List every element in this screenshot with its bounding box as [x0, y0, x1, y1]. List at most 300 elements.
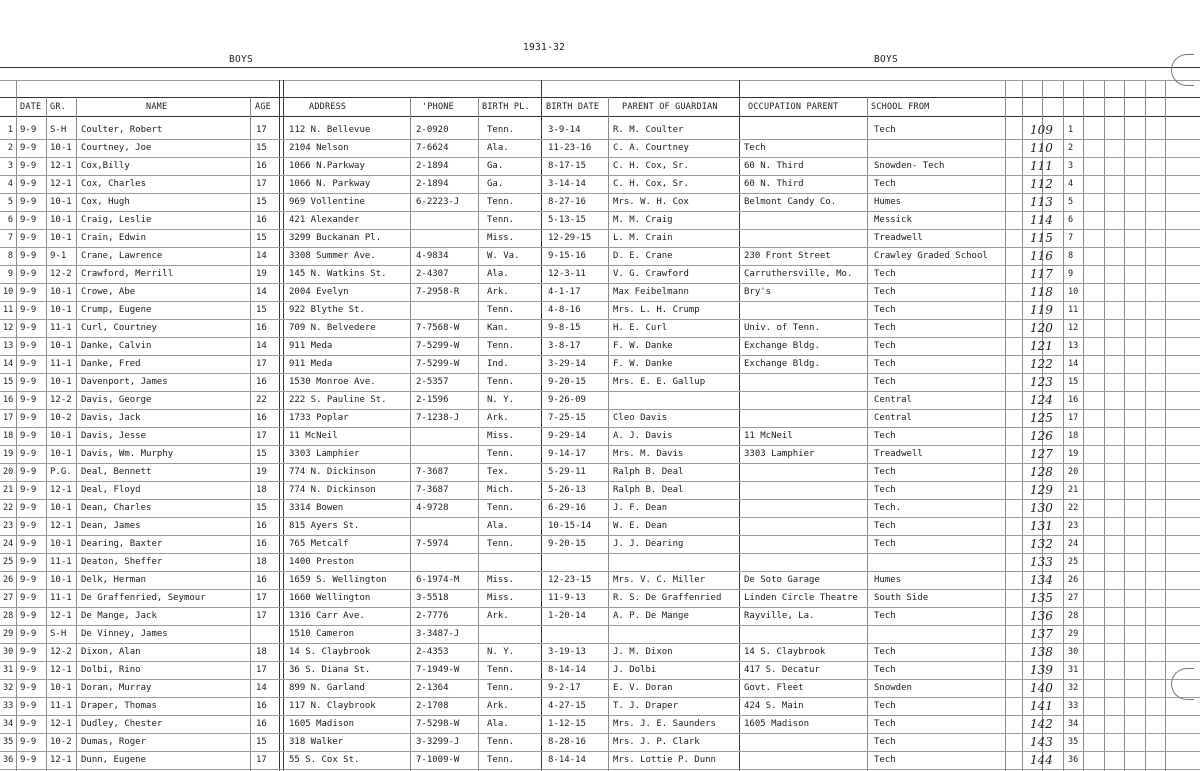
row-phone: 7-1238-J: [416, 413, 460, 423]
row-right-number: 35: [1068, 737, 1079, 747]
row-age: 15: [256, 737, 267, 747]
row-page-number: 139: [1030, 663, 1053, 677]
table-row: [0, 716, 1200, 734]
row-date: 9-9: [20, 431, 37, 441]
row-grade: P.G.: [50, 467, 72, 477]
row-address: 774 N. Dickinson: [289, 467, 376, 477]
row-right-number: 9: [1068, 269, 1074, 279]
row-name: Courtney, Joe: [81, 143, 152, 153]
row-address: 1605 Madison: [289, 719, 355, 729]
row-number: 10: [3, 287, 14, 297]
row-page-number: 109: [1030, 123, 1053, 137]
row-phone: 7-3687: [416, 485, 449, 495]
row-address: 11 McNeil: [289, 431, 338, 441]
row-name: Crane, Lawrence: [81, 251, 163, 261]
row-school-from: Tech: [874, 359, 896, 369]
row-right-number: 3: [1068, 161, 1074, 171]
row-parent: W. E. Dean: [613, 521, 668, 531]
row-date: 9-9: [20, 593, 37, 603]
table-row: [0, 374, 1200, 392]
row-page-number: 119: [1030, 303, 1053, 317]
row-grade: 10-1: [50, 287, 72, 297]
row-number: 29: [3, 629, 14, 639]
row-birth-place: Ark.: [487, 413, 509, 423]
row-birth-date: 11-23-16: [548, 143, 592, 153]
row-age: 16: [256, 719, 267, 729]
row-grade: 10-1: [50, 431, 72, 441]
row-age: 17: [256, 593, 267, 603]
table-row: [0, 662, 1200, 680]
row-grade: 10-2: [50, 737, 72, 747]
row-address: 1066 N.Parkway: [289, 161, 365, 171]
row-page-number: 118: [1030, 285, 1053, 299]
row-school-from: Tech.: [874, 503, 902, 513]
row-birth-date: 9-14-17: [548, 449, 586, 459]
row-age: 14: [256, 683, 267, 693]
row-age: 16: [256, 323, 267, 333]
row-right-number: 19: [1068, 449, 1079, 459]
row-phone: 2-4353: [416, 647, 449, 657]
row-phone: 7-5974: [416, 539, 449, 549]
table-row: [0, 140, 1200, 158]
row-occupation: Exchange Bldg.: [744, 359, 820, 369]
row-birth-place: Ala.: [487, 143, 509, 153]
row-number: 25: [3, 557, 14, 567]
row-number: 23: [3, 521, 14, 531]
row-parent: F. W. Danke: [613, 359, 673, 369]
table-row: [0, 428, 1200, 446]
row-school-from: Tech: [874, 485, 896, 495]
row-school-from: Tech: [874, 647, 896, 657]
row-address: 2104 Nelson: [289, 143, 349, 153]
row-grade: 10-1: [50, 215, 72, 225]
row-age: 17: [256, 179, 267, 189]
row-name: Davis, George: [81, 395, 152, 405]
row-right-number: 25: [1068, 557, 1079, 567]
row-age: 17: [256, 611, 267, 621]
row-grade: 12-2: [50, 269, 72, 279]
row-parent: C. A. Courtney: [613, 143, 689, 153]
row-birth-date: 9-2-17: [548, 683, 581, 693]
row-number: 4: [7, 179, 13, 189]
row-page-number: 115: [1030, 231, 1053, 245]
row-school-from: Tech: [874, 611, 896, 621]
row-date: 9-9: [20, 323, 37, 333]
row-right-number: 20: [1068, 467, 1079, 477]
row-name: De Mange, Jack: [81, 611, 157, 621]
row-birth-place: Tex.: [487, 467, 509, 477]
row-school-from: Tech: [874, 179, 896, 189]
row-date: 9-9: [20, 161, 37, 171]
row-name: Dixon, Alan: [81, 647, 141, 657]
row-parent: H. E. Curl: [613, 323, 668, 333]
row-number: 13: [3, 341, 14, 351]
row-address: 1733 Poplar: [289, 413, 349, 423]
row-number: 24: [3, 539, 14, 549]
row-page-number: 138: [1030, 645, 1053, 659]
row-name: Deaton, Sheffer: [81, 557, 163, 567]
row-page-number: 111: [1030, 159, 1053, 173]
col-header-birth-place: BIRTH PL.: [482, 102, 530, 112]
row-page-number: 133: [1030, 555, 1053, 569]
row-address: 922 Blythe St.: [289, 305, 365, 315]
row-name: Curl, Courtney: [81, 323, 157, 333]
table-row: [0, 590, 1200, 608]
row-right-number: 34: [1068, 719, 1079, 729]
row-age: 15: [256, 449, 267, 459]
row-occupation: Carruthersville, Mo.: [744, 269, 853, 279]
row-birth-place: Miss.: [487, 431, 515, 441]
row-name: Cox, Charles: [81, 179, 147, 189]
row-age: 16: [256, 521, 267, 531]
row-birth-place: Ga.: [487, 179, 504, 189]
table-row: [0, 356, 1200, 374]
row-address: 1066 N. Parkway: [289, 179, 371, 189]
row-right-number: 29: [1068, 629, 1079, 639]
row-page-number: 130: [1030, 501, 1053, 515]
row-phone: 7-5299-W: [416, 341, 460, 351]
table-row: [0, 230, 1200, 248]
row-address: 3314 Bowen: [289, 503, 344, 513]
row-age: 15: [256, 305, 267, 315]
row-date: 9-9: [20, 179, 37, 189]
row-number: 14: [3, 359, 14, 369]
row-parent: Cleo Davis: [613, 413, 668, 423]
table-row: [0, 734, 1200, 752]
row-grade: S-H: [50, 125, 67, 135]
col-header-parent: PARENT OF GUARDIAN: [622, 102, 718, 112]
row-phone: 2-1708: [416, 701, 449, 711]
row-birth-place: Tenn.: [487, 539, 515, 549]
row-grade: 10-1: [50, 305, 72, 315]
row-parent: E. V. Doran: [613, 683, 673, 693]
row-parent: Mrs. V. C. Miller: [613, 575, 706, 585]
row-birth-date: 8-14-14: [548, 755, 586, 765]
row-age: 17: [256, 125, 267, 135]
table-row: [0, 464, 1200, 482]
row-phone: 3-3487-J: [416, 629, 460, 639]
row-age: 19: [256, 269, 267, 279]
row-grade: 11-1: [50, 557, 72, 567]
boys-label-left: BOYS: [229, 54, 254, 65]
row-occupation: 14 S. Claybrook: [744, 647, 826, 657]
row-address: 709 N. Belvedere: [289, 323, 376, 333]
col-header-grade: GR.: [50, 102, 66, 112]
table-row: [0, 626, 1200, 644]
row-parent: Mrs. W. H. Cox: [613, 197, 689, 207]
row-phone: 7-7568-W: [416, 323, 460, 333]
row-number: 11: [3, 305, 14, 315]
row-number: 31: [3, 665, 14, 675]
row-phone: 2-4307: [416, 269, 449, 279]
table-row: [0, 122, 1200, 140]
row-name: Craig, Leslie: [81, 215, 152, 225]
row-parent: J. M. Dixon: [613, 647, 673, 657]
row-age: 17: [256, 665, 267, 675]
row-school-from: Tech: [874, 305, 896, 315]
row-right-number: 27: [1068, 593, 1079, 603]
row-birth-date: 10-15-14: [548, 521, 592, 531]
row-birth-place: Ind.: [487, 359, 509, 369]
top-rule: [0, 67, 1200, 68]
row-name: Dearing, Baxter: [81, 539, 163, 549]
row-parent: T. J. Draper: [613, 701, 679, 711]
table-row: [0, 518, 1200, 536]
row-page-number: 136: [1030, 609, 1053, 623]
row-birth-place: Ala.: [487, 719, 509, 729]
row-right-number: 11: [1068, 305, 1079, 315]
row-name: Coulter, Robert: [81, 125, 163, 135]
row-number: 12: [3, 323, 14, 333]
row-page-number: 132: [1030, 537, 1053, 551]
row-right-number: 8: [1068, 251, 1074, 261]
table-row: [0, 698, 1200, 716]
row-number: 30: [3, 647, 14, 657]
col-header-phone: 'PHONE: [422, 102, 454, 112]
row-age: 16: [256, 701, 267, 711]
row-age: 22: [256, 395, 267, 405]
row-birth-place: Ark.: [487, 611, 509, 621]
row-occupation: 230 Front Street: [744, 251, 831, 261]
row-number: 32: [3, 683, 14, 693]
row-phone: 2-1894: [416, 161, 449, 171]
row-name: Crawford, Merrill: [81, 269, 174, 279]
row-birth-place: Tenn.: [487, 125, 515, 135]
row-age: 16: [256, 413, 267, 423]
row-address: 1400 Preston: [289, 557, 355, 567]
row-address: 1530 Monroe Ave.: [289, 377, 376, 387]
row-grade: 10-1: [50, 575, 72, 585]
row-date: 9-9: [20, 485, 37, 495]
table-row: [0, 158, 1200, 176]
row-phone: 7-5299-W: [416, 359, 460, 369]
row-grade: 11-1: [50, 593, 72, 603]
row-school-from: Snowden- Tech: [874, 161, 945, 171]
row-page-number: 128: [1030, 465, 1053, 479]
row-grade: 11-1: [50, 359, 72, 369]
row-grade: 10-1: [50, 197, 72, 207]
row-page-number: 137: [1030, 627, 1053, 641]
row-date: 9-9: [20, 215, 37, 225]
row-occupation: 11 McNeil: [744, 431, 793, 441]
row-date: 9-9: [20, 611, 37, 621]
row-parent: Ralph B. Deal: [613, 467, 684, 477]
row-birth-date: 9-20-15: [548, 377, 586, 387]
row-age: 17: [256, 431, 267, 441]
row-name: Delk, Herman: [81, 575, 147, 585]
row-name: Cox, Hugh: [81, 197, 130, 207]
row-address: 1660 Wellington: [289, 593, 371, 603]
row-address: 2004 Evelyn: [289, 287, 349, 297]
row-school-from: Tech: [874, 539, 896, 549]
row-birth-date: 12-3-11: [548, 269, 586, 279]
row-grade: 12-2: [50, 647, 72, 657]
row-occupation: 417 S. Decatur: [744, 665, 820, 675]
row-number: 6: [7, 215, 13, 225]
row-address: 318 Walker: [289, 737, 344, 747]
row-parent: A. J. Davis: [613, 431, 673, 441]
row-grade: 12-1: [50, 521, 72, 531]
row-page-number: 123: [1030, 375, 1053, 389]
row-birth-date: 12-29-15: [548, 233, 592, 243]
row-birth-date: 1-20-14: [548, 611, 586, 621]
row-grade: 10-1: [50, 233, 72, 243]
row-phone: 6-2223-J: [416, 197, 460, 207]
row-page-number: 112: [1030, 177, 1053, 191]
row-page-number: 134: [1030, 573, 1053, 587]
table-row: [0, 446, 1200, 464]
row-right-number: 22: [1068, 503, 1079, 513]
row-address: 1510 Cameron: [289, 629, 355, 639]
row-birth-date: 9-8-15: [548, 323, 581, 333]
table-row: [0, 554, 1200, 572]
row-date: 9-9: [20, 683, 37, 693]
binder-hole-top: [1171, 54, 1194, 86]
col-header-birth-date: BIRTH DATE: [546, 102, 600, 112]
row-birth-date: 8-27-16: [548, 197, 586, 207]
row-school-from: Tech: [874, 665, 896, 675]
row-occupation: 3303 Lamphier: [744, 449, 815, 459]
year-heading: 1931-32: [523, 42, 566, 53]
row-parent: Mrs. E. E. Gallup: [613, 377, 706, 387]
row-address: 911 Meda: [289, 359, 333, 369]
row-right-number: 32: [1068, 683, 1079, 693]
row-number: 9: [7, 269, 13, 279]
row-occupation: 424 S. Main: [744, 701, 804, 711]
row-address: 112 N. Bellevue: [289, 125, 371, 135]
row-page-number: 141: [1030, 699, 1053, 713]
row-grade: 10-1: [50, 683, 72, 693]
row-occupation: Exchange Bldg.: [744, 341, 820, 351]
row-age: 16: [256, 161, 267, 171]
row-phone: 7-1009-W: [416, 755, 460, 765]
row-parent: Mrs. J. E. Saunders: [613, 719, 716, 729]
row-school-from: Treadwell: [874, 233, 923, 243]
row-date: 9-9: [20, 647, 37, 657]
row-number: 21: [3, 485, 14, 495]
table-row: [0, 176, 1200, 194]
row-occupation: Bry's: [744, 287, 772, 297]
row-number: 34: [3, 719, 14, 729]
row-number: 8: [7, 251, 13, 261]
row-birth-place: Tenn.: [487, 683, 515, 693]
row-grade: S-H: [50, 629, 67, 639]
row-parent: F. W. Danke: [613, 341, 673, 351]
row-parent: R. S. De Graffenried: [613, 593, 722, 603]
row-number: 15: [3, 377, 14, 387]
table-row: [0, 410, 1200, 428]
row-birth-place: Tenn.: [487, 341, 515, 351]
row-name: Deal, Bennett: [81, 467, 152, 477]
row-address: 14 S. Claybrook: [289, 647, 371, 657]
row-school-from: Humes: [874, 575, 902, 585]
row-right-number: 30: [1068, 647, 1079, 657]
table-row: [0, 212, 1200, 230]
row-date: 9-9: [20, 305, 37, 315]
row-right-number: 6: [1068, 215, 1074, 225]
row-birth-date: 6-29-16: [548, 503, 586, 513]
row-page-number: 140: [1030, 681, 1053, 695]
row-number: 16: [3, 395, 14, 405]
row-birth-place: Tenn.: [487, 737, 515, 747]
row-address: 145 N. Watkins St.: [289, 269, 387, 279]
row-birth-place: Tenn.: [487, 755, 515, 765]
header-rule: [0, 97, 1200, 98]
row-right-number: 2: [1068, 143, 1074, 153]
row-school-from: Tech: [874, 341, 896, 351]
row-birth-place: Tenn.: [487, 665, 515, 675]
row-date: 9-9: [20, 719, 37, 729]
row-birth-date: 3-9-14: [548, 125, 581, 135]
row-grade: 10-1: [50, 377, 72, 387]
row-address: 774 N. Dickinson: [289, 485, 376, 495]
row-age: 18: [256, 557, 267, 567]
row-birth-date: 5-13-15: [548, 215, 586, 225]
row-page-number: 125: [1030, 411, 1053, 425]
row-number: 22: [3, 503, 14, 513]
row-name: Dumas, Roger: [81, 737, 147, 747]
row-name: Davis, Jack: [81, 413, 141, 423]
row-date: 9-9: [20, 125, 37, 135]
row-birth-date: 9-15-16: [548, 251, 586, 261]
row-right-number: 5: [1068, 197, 1074, 207]
table-row: [0, 500, 1200, 518]
row-parent: C. H. Cox, Sr.: [613, 179, 689, 189]
row-number: 3: [7, 161, 13, 171]
row-right-number: 28: [1068, 611, 1079, 621]
row-school-from: Tech: [874, 323, 896, 333]
row-right-number: 21: [1068, 485, 1079, 495]
row-phone: 2-0920: [416, 125, 449, 135]
row-page-number: 135: [1030, 591, 1053, 605]
col-header-occupation: OCCUPATION PARENT: [748, 102, 839, 112]
row-page-number: 143: [1030, 735, 1053, 749]
row-occupation: Govt. Fleet: [744, 683, 804, 693]
row-phone: 2-7776: [416, 611, 449, 621]
row-birth-place: Ala.: [487, 521, 509, 531]
row-school-from: Tech: [874, 755, 896, 765]
table-row: [0, 536, 1200, 554]
row-name: Dolbi, Rino: [81, 665, 141, 675]
row-phone: 4-9834: [416, 251, 449, 261]
row-name: Draper, Thomas: [81, 701, 157, 711]
row-age: 14: [256, 251, 267, 261]
row-name: Deal, Floyd: [81, 485, 141, 495]
row-school-from: Central: [874, 395, 912, 405]
row-parent: J. F. Dean: [613, 503, 668, 513]
row-grade: 12-1: [50, 485, 72, 495]
row-right-number: 31: [1068, 665, 1079, 675]
row-phone: 6-1974-M: [416, 575, 460, 585]
row-name: Crump, Eugene: [81, 305, 152, 315]
row-number: 36: [3, 755, 14, 765]
row-date: 9-9: [20, 701, 37, 711]
row-age: 16: [256, 539, 267, 549]
row-grade: 12-1: [50, 665, 72, 675]
table-row: [0, 608, 1200, 626]
row-right-number: 12: [1068, 323, 1079, 333]
table-row: [0, 302, 1200, 320]
row-parent: M. M. Craig: [613, 215, 673, 225]
row-number: 17: [3, 413, 14, 423]
row-date: 9-9: [20, 539, 37, 549]
row-grade: 10-2: [50, 413, 72, 423]
row-birth-date: 8-28-16: [548, 737, 586, 747]
row-date: 9-9: [20, 413, 37, 423]
row-right-number: 24: [1068, 539, 1079, 549]
row-phone: 7-6624: [416, 143, 449, 153]
row-occupation: 60 N. Third: [744, 161, 804, 171]
